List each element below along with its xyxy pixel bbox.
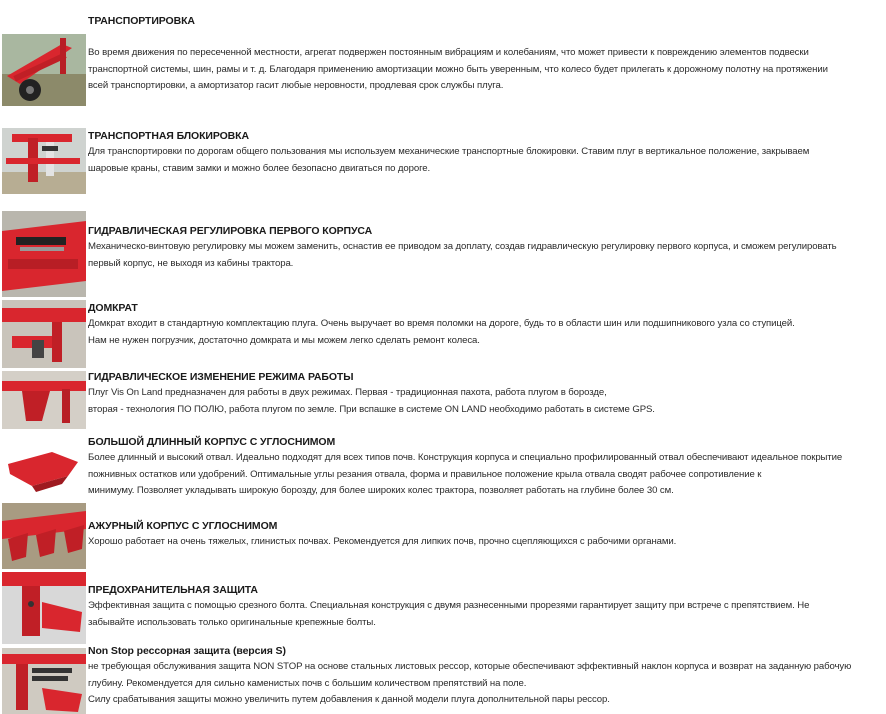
feature-title: ПРЕДОХРАНИТЕЛЬНАЯ ЗАЩИТА <box>88 584 258 596</box>
feature-text-line: Плуг Vis On Land предназначен для работы в двух режимах. Первая - традиционная пахота, работа плугом в борозде, <box>88 387 607 398</box>
feature-title: АЖУРНЫЙ КОРПУС С УГЛОСНИМОМ <box>88 520 278 532</box>
feature-photo <box>2 371 86 429</box>
feature-text-line: пожнивных остатков или удобрений. Оптимальные углы резания отвала, форма и правильное положение крыла отвала сводят рабочее сопротивление к <box>88 468 762 480</box>
feature-photo <box>2 648 86 714</box>
feature-text-line: Эффективная защита с помощью срезного болта. Специальная конструкция с двумя разнесенными прорезями гарантирует защиту при встрече с препятствием. Не <box>88 600 810 611</box>
feature-photo <box>2 34 86 106</box>
feature-title: ГИДРАВЛИЧЕСКАЯ РЕГУЛИРОВКА ПЕРВОГО КОРПУСА <box>88 225 373 237</box>
feature-text-line: всей транспортировки, а амортизатор гасит любые неровности, продлевая срок службы плуга. <box>88 80 504 92</box>
feature-text-line: Домкрат входит в стандартную комплектацию плуга. Очень выручает во время поломки на дороге, будь то в области шин или подшипникового узла со ступицей. <box>88 318 795 329</box>
feature-text-line: Механическо-винтовую регулировку мы можем заменить, оснастив ее приводом за доплату, создав гидравлическую регулировку первого корпуса, и сможем регулировать <box>88 241 837 252</box>
feature-text-line: Во время движения по пересеченной местности, агрегат подвержен постоянным вибрациям и колебаниям, что может привести к повреждению элементов подвески <box>88 47 809 58</box>
feature-photo <box>2 440 86 498</box>
feature-photo <box>2 572 86 644</box>
feature-title: ТРАНСПОРТИРОВКА <box>88 15 195 27</box>
feature-photo <box>2 211 86 297</box>
feature-text-line: транспортной системы, шин, рамы и т. д. Благодаря применению амортизации можно быть уверенным, что колесо будет прилегать к дорожному полотну на протяжении <box>88 63 828 75</box>
feature-title: БОЛЬШОЙ ДЛИННЫЙ КОРПУС С УГЛОСНИМОМ <box>88 436 336 448</box>
feature-text-line: Более длинный и высокий отвал. Идеально подходят для всех типов почв. Конструкция корпуса и специально профилированный отвал обеспечивают идеальное покрытие <box>88 452 843 463</box>
feature-photo <box>2 503 86 569</box>
feature-photo <box>2 300 86 368</box>
feature-text-line: минимуму. Позволяет укладывать широкую борозду, для более широких колес трактора, позволяет работать на глубине более 30 см. <box>88 485 674 497</box>
feature-text-line: глубину. Рекомендуется для сильно каменистых почв с большим количеством препятствий на поле. <box>88 677 527 689</box>
feature-text-line: первый корпус, не выходя из кабины трактора. <box>88 257 294 269</box>
feature-title: ТРАНСПОРТНАЯ БЛОКИРОВКА <box>88 130 249 142</box>
feature-title: ГИДРАВЛИЧЕСКОЕ ИЗМЕНЕНИЕ РЕЖИМА РАБОТЫ <box>88 371 354 383</box>
feature-text-line: Нам не нужен погрузчик, достаточно домкрата и мы можем легко сделать ремонт колеса. <box>88 334 480 346</box>
feature-title: Non Stop рессорная защита (версия S) <box>88 645 286 657</box>
feature-text-line: забывайте использовать только оригинальные крепежные болты. <box>88 616 376 628</box>
feature-text-line: Для транспортировки по дорогам общего пользования мы используем механические транспортные блокировки. Ставим плуг в вертикальное положение, закрываем <box>88 146 810 157</box>
feature-text-line: Хорошо работает на очень тяжелых, глинистых почвах. Рекомендуется для липких почв, прочно сцепляющихся с рабочими органами. <box>88 536 677 547</box>
feature-text-line: Силу срабатывания защиты можно увеличить путем добавления к данной модели плуга дополнительной пары рессор. <box>88 694 610 706</box>
feature-title: ДОМКРАТ <box>88 302 138 314</box>
feature-text-line: не требующая обслуживания защита NON STOP на основе стальных листовых рессор, которые обеспечивают эффективный наклон корпуса и возврат на заданную рабочую <box>88 661 852 672</box>
feature-text-line: вторая - технология ПО ПОЛЮ, работа плугом по земле. При вспашке в системе ON LAND необходимо работать в системе GPS. <box>88 403 655 415</box>
feature-photo <box>2 128 86 194</box>
feature-text-line: шаровые краны, ставим замки и можно более безопасно двигаться по дороге. <box>88 162 431 174</box>
